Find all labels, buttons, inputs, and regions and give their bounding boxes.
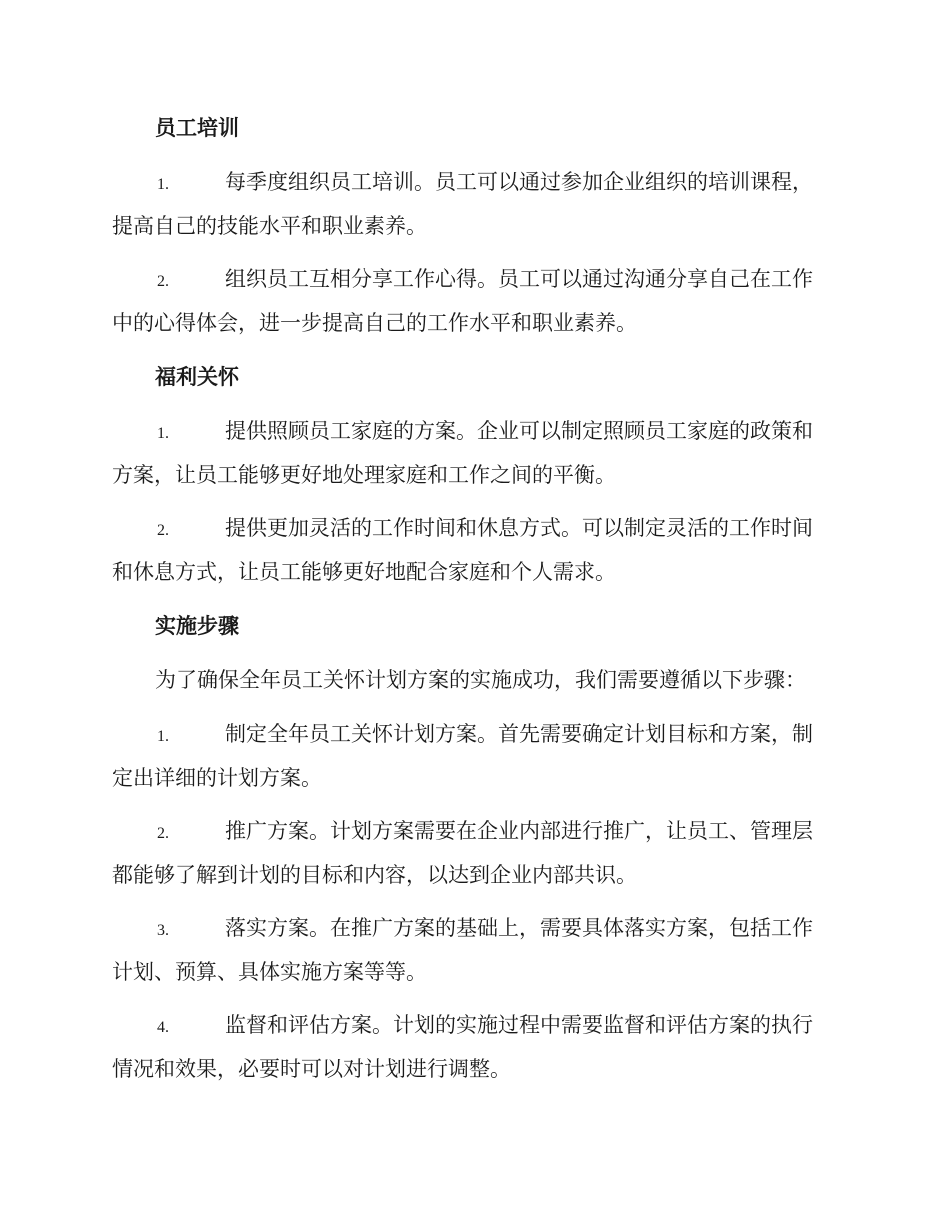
list-item [112, 809, 832, 897]
list-item-text-continued: 提高自己的技能水平和职业素养。 [112, 214, 427, 238]
list-number: 2. [157, 522, 169, 539]
section-intro: 为了确保全年员工关怀计划方案的实施成功，我们需要遵循以下步骤： [155, 668, 806, 692]
list-item-text: 监督和评估方案。计划的实施过程中需要监督和评估方案的执行 [225, 1013, 813, 1037]
section-heading-training: 员工培训 [155, 116, 239, 140]
list-item-text: 制定全年员工关怀计划方案。首先需要确定计划目标和方案，制 [225, 722, 813, 746]
list-item-text: 提供更加灵活的工作时间和休息方式。可以制定灵活的工作时间 [225, 516, 813, 540]
list-item [112, 409, 832, 497]
list-number: 1. [157, 425, 169, 442]
list-item [112, 160, 832, 248]
list-item [112, 506, 832, 594]
list-item-text: 组织员工互相分享工作心得。员工可以通过沟通分享自己在工作 [225, 267, 813, 291]
list-item-text-continued: 中的心得体会，进一步提高自己的工作水平和职业素养。 [112, 311, 637, 335]
list-item-text: 每季度组织员工培训。员工可以通过参加企业组织的培训课程， [225, 170, 813, 194]
list-item [112, 712, 832, 800]
list-number: 2. [157, 825, 169, 842]
list-number: 1. [157, 728, 169, 745]
list-item-text-continued: 情况和效果，必要时可以对计划进行调整。 [112, 1057, 511, 1081]
list-item [112, 906, 832, 994]
list-item-text-continued: 计划、预算、具体实施方案等等。 [112, 960, 427, 984]
list-number: 4. [157, 1019, 169, 1036]
list-item-text: 推广方案。计划方案需要在企业内部进行推广，让员工、管理层 [225, 819, 813, 843]
list-item-text: 提供照顾员工家庭的方案。企业可以制定照顾员工家庭的政策和 [225, 419, 813, 443]
list-item-text-continued: 都能够了解到计划的目标和内容，以达到企业内部共识。 [112, 863, 637, 887]
list-number: 2. [157, 273, 169, 290]
list-item-text: 落实方案。在推广方案的基础上，需要具体落实方案，包括工作 [225, 916, 813, 940]
list-number: 3. [157, 922, 169, 939]
section-heading-welfare: 福利关怀 [155, 365, 239, 389]
list-item-text-continued: 定出详细的计划方案。 [112, 766, 322, 790]
section-heading-implementation: 实施步骤 [155, 614, 239, 638]
list-number: 1. [157, 176, 169, 193]
list-item-text-continued: 方案，让员工能够更好地处理家庭和工作之间的平衡。 [112, 463, 616, 487]
list-item [112, 1003, 832, 1091]
list-item-text-continued: 和休息方式，让员工能够更好地配合家庭和个人需求。 [112, 560, 616, 584]
list-item [112, 257, 832, 345]
